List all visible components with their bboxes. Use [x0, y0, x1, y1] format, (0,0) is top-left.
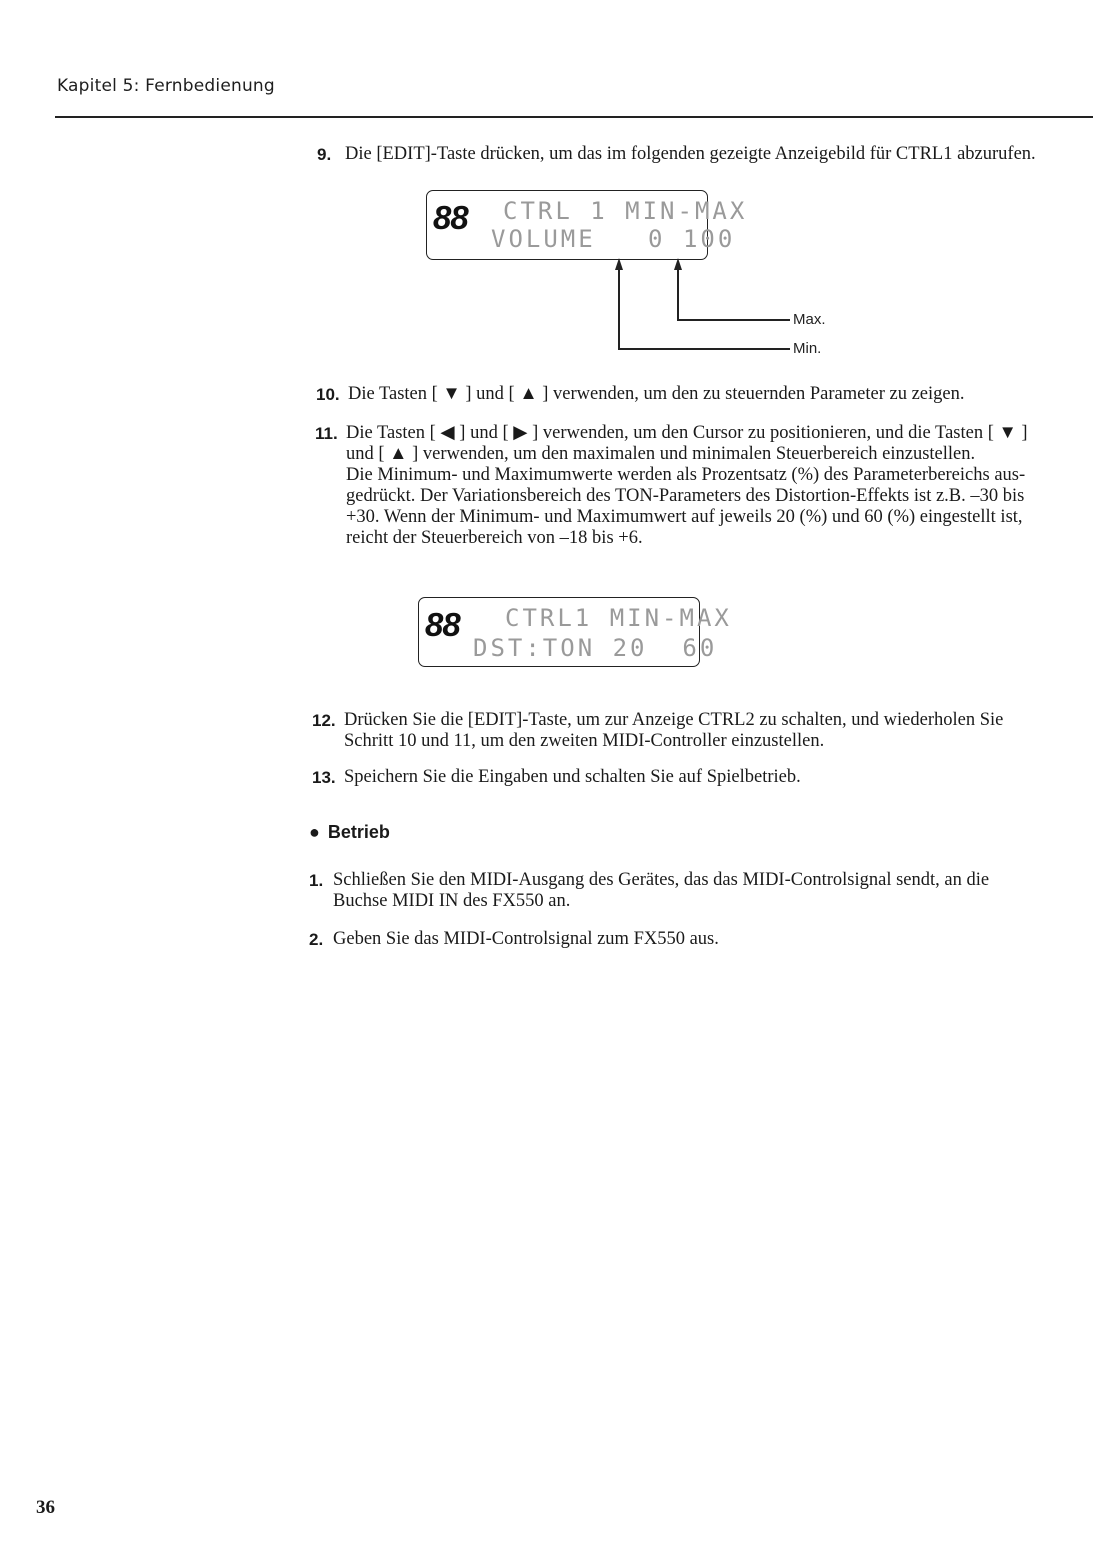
step-text-line: Die Minimum- und Maximumwerte werden als Prozentsatz (%) des Parameterbereichs aus- — [346, 465, 1026, 485]
max-label: Max. — [793, 311, 826, 328]
step-number: 11. — [315, 424, 338, 443]
step-number: 2. — [309, 930, 324, 949]
min-pointer-vertical — [618, 268, 620, 349]
step-text-line: und [ ▲ ] verwenden, um den maximalen und minimalen Steuerbereich einzustellen. — [346, 444, 976, 464]
lcd-line-1: CTRL1 MIN-MAX — [505, 604, 732, 632]
step-12 — [312, 710, 1094, 752]
section-heading — [309, 822, 390, 843]
chapter-title: Kapitel 5: Fernbedienung — [57, 76, 275, 96]
step-11 — [315, 423, 1096, 549]
step-number: 12. — [312, 711, 336, 730]
lcd-program-number: 88 — [425, 606, 460, 643]
operation-step-1 — [309, 870, 1093, 912]
step-text-line: Schließen Sie den MIDI-Ausgang des Gerätes, das das MIDI-Controlsignal sendt, an die — [333, 870, 990, 890]
step-text: Geben Sie das MIDI-Controlsignal zum FX550 aus. — [333, 929, 719, 949]
lcd-line-2: VOLUME 0 100 — [491, 225, 736, 253]
step-9 — [317, 144, 1095, 165]
step-number: 13. — [312, 768, 336, 787]
step-text-line: +30. Wenn der Minimum- und Maximumwert auf jeweils 20 (%) und 60 (%) eingestellt ist, — [346, 507, 1023, 527]
step-number: 1. — [309, 871, 324, 890]
header-rule — [55, 116, 1093, 118]
step-number: 10. — [316, 385, 340, 404]
lcd-program-number: 88 — [433, 199, 468, 236]
step-text-line: Die Tasten [ ◀ ] und [ ▶ ] verwenden, um den Cursor zu positionieren, und die Tasten [ ▼ ] — [346, 423, 1028, 443]
step-text-line: Drücken Sie die [EDIT]-Taste, um zur Anzeige CTRL2 zu schalten, und wiederholen Sie — [344, 710, 1004, 730]
step-10 — [316, 384, 1098, 405]
operation-step-2 — [309, 929, 1093, 950]
step-text-line: Schritt 10 und 11, um den zweiten MIDI-Controller einzustellen. — [344, 731, 825, 751]
lcd-display-ctrl1-distortion — [418, 597, 732, 667]
step-text-line: reicht der Steuerbereich von –18 bis +6. — [346, 528, 643, 548]
step-13 — [312, 767, 1094, 788]
lcd-display-ctrl1-volume — [426, 190, 748, 260]
page-number: 36 — [36, 1497, 55, 1518]
bullet-icon: ● — [309, 822, 320, 842]
lcd-line-2: DST:TON 20 60 — [473, 634, 718, 662]
max-pointer-vertical — [677, 268, 679, 320]
min-pointer-horizontal — [618, 348, 790, 350]
lcd-line-1: CTRL 1 MIN-MAX — [503, 197, 748, 225]
step-number: 9. — [317, 145, 332, 164]
step-text-line: gedrückt. Der Variationsbereich des TON-Parameters des Distortion-Effekts ist z.B. –30 bis — [346, 486, 1025, 506]
min-label: Min. — [793, 340, 822, 357]
step-text: Speichern Sie die Eingaben und schalten Sie auf Spielbetrieb. — [344, 767, 801, 787]
step-text: Die [EDIT]-Taste drücken, um das im folgenden gezeigte Anzeigebild für CTRL1 abzurufen. — [345, 144, 1036, 164]
step-text-line: Buchse MIDI IN des FX550 an. — [333, 891, 571, 911]
section-title-text: Betrieb — [327, 822, 390, 842]
step-text: Die Tasten [ ▼ ] und [ ▲ ] verwenden, um den zu steuernden Parameter zu zeigen. — [348, 384, 965, 404]
max-pointer-horizontal — [677, 319, 790, 321]
